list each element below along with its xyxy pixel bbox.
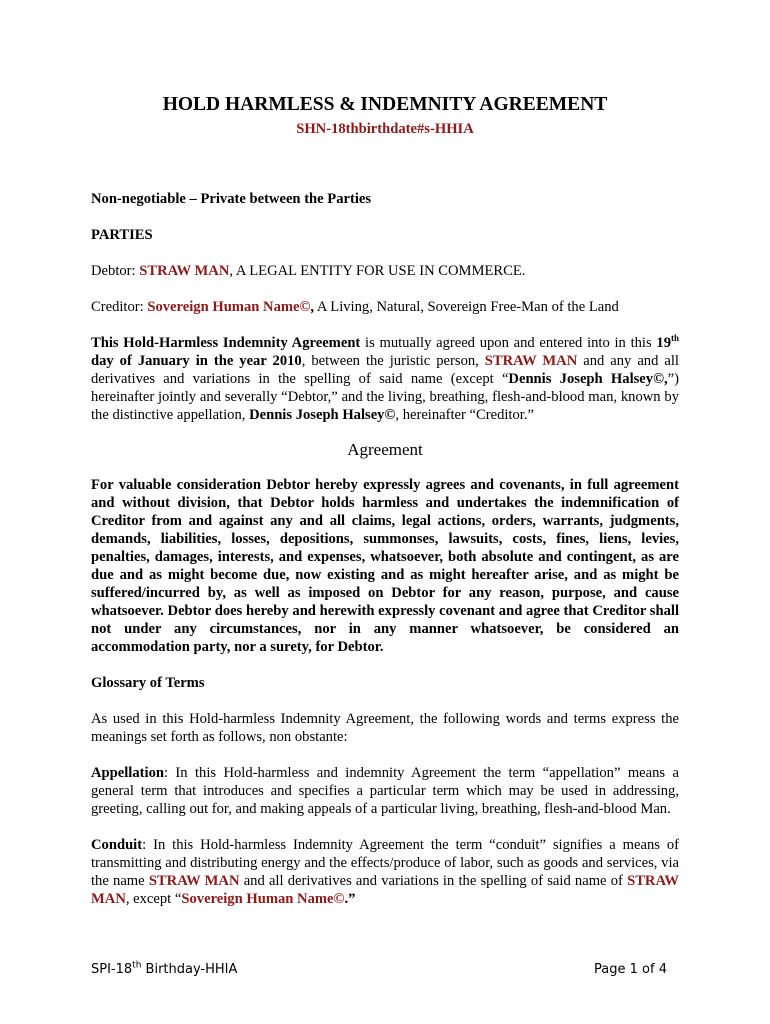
conduit-text-1: : In this Hold-harmless Indemnity Agreement the term “conduit” signifies a means of transmitting and distributing energy and the effects/produce of labor, such as goods and services, via the name [91,837,679,889]
straw-man-name: STRAW MAN [484,353,578,369]
creditor-line [91,298,679,316]
footer-id-suffix: th [132,960,142,971]
appellation-definition [91,764,679,818]
creditor-label: Creditor: [91,299,148,315]
intro-text-2: , between the juristic person, [301,353,485,369]
creditor-appellation-2: Dennis Joseph Halsey© [249,407,396,423]
non-negotiable-line: Non-negotiable – Private between the Parties [91,191,372,207]
glossary-intro: As used in this Hold-harmless Indemnity Agreement, the following words and terms express the meanings set forth as follows, non obstante: [91,711,679,745]
creditor-name: Sovereign Human Name© [147,299,311,315]
document-title: HOLD HARMLESS & INDEMNITY AGREEMENT [162,94,608,115]
appellation-term: Appellation [91,765,164,781]
document-reference: SHN-18thbirthdate#s-HHIA [296,121,474,137]
footer-document-id [91,961,237,979]
date-rest: day of January in the year 2010 [91,353,302,369]
debtor-name: STRAW MAN [139,263,230,279]
intro-text-1: is mutually agreed upon and entered into in this [360,335,657,351]
conduit-text-3: , except “ [125,891,182,907]
creditor-appellation-1: Dennis Joseph Halsey©, [508,371,668,387]
intro-paragraph [91,334,679,424]
page-number: Page 1 of 4 [594,962,667,977]
straw-man-name: STRAW MAN [91,873,679,907]
straw-man-name: STRAW MAN [148,873,240,889]
intro-text-4: ”) hereinafter jointly and severally “Debtor,” and the living, breathing, flesh-and-blood man, known by the distinctive appellation, [91,371,679,423]
debtor-line [91,262,679,280]
appellation-text: : In this Hold-harmless and indemnity Agreement the term “appellation” means a general term that introduces and specifies a particular term which may be used in addressing, greeting, calling out for, and making appeals of a particular living, breathing, flesh-and-blood Man. [91,765,679,817]
conduit-term: Conduit [91,837,143,853]
creditor-comma: , [310,299,315,315]
debtor-description: , A LEGAL ENTITY FOR USE IN COMMERCE. [229,263,526,279]
glossary-heading: Glossary of Terms [91,675,205,691]
document-body [91,93,679,908]
conduit-definition [91,836,679,908]
page-footer [91,961,667,979]
day-suffix: th [670,333,679,344]
conduit-text-2: and all derivatives and variations in the spelling of said name of [239,873,628,889]
day-number: 19 [656,335,671,351]
sovereign-name: Sovereign Human Name© [181,891,345,907]
creditor-description: A Living, Natural, Sovereign Free-Man of the Land [314,299,619,315]
agreement-paragraph: For valuable consideration Debtor hereby expressly agrees and covenants, in full agreement and without division, that Debtor holds harmless and undertakes the indemnification of Creditor from and against any and all claims, legal actions, orders, warrants, judgments, demands, liabilities, losses, depositions, summonses, lawsuits, costs, fines, liens, levies, penalties, damages, interests, and expenses, whatsoever, both absolute and contingent, as are due and as might become due, now existing and as might hereafter arise, and as might be suffered/incurred by, as well as imposed on Debtor for any reason, purpose, and cause whatsoever. Debtor does hereby and herewith expressly covenant and agree that Creditor shall not under any circumstances, nor in any manner whatsoever, be considered an accommodation party, nor a surety, for Debtor. [91,477,679,655]
footer-id-rest: Birthday-HHIA [141,962,238,977]
agreement-heading: Agreement [347,440,423,459]
footer-id-prefix: SPI-18 [91,962,133,977]
intro-text-5: , hereinafter “Creditor.” [395,407,534,423]
agreement-name: This Hold-Harmless Indemnity Agreement [91,335,361,351]
parties-heading: PARTIES [91,227,153,243]
conduit-text-4: .” [344,891,356,907]
intro-text-3: and any and all derivatives and variations in the spelling of said name (except “ [91,353,679,387]
debtor-label: Debtor: [91,263,140,279]
